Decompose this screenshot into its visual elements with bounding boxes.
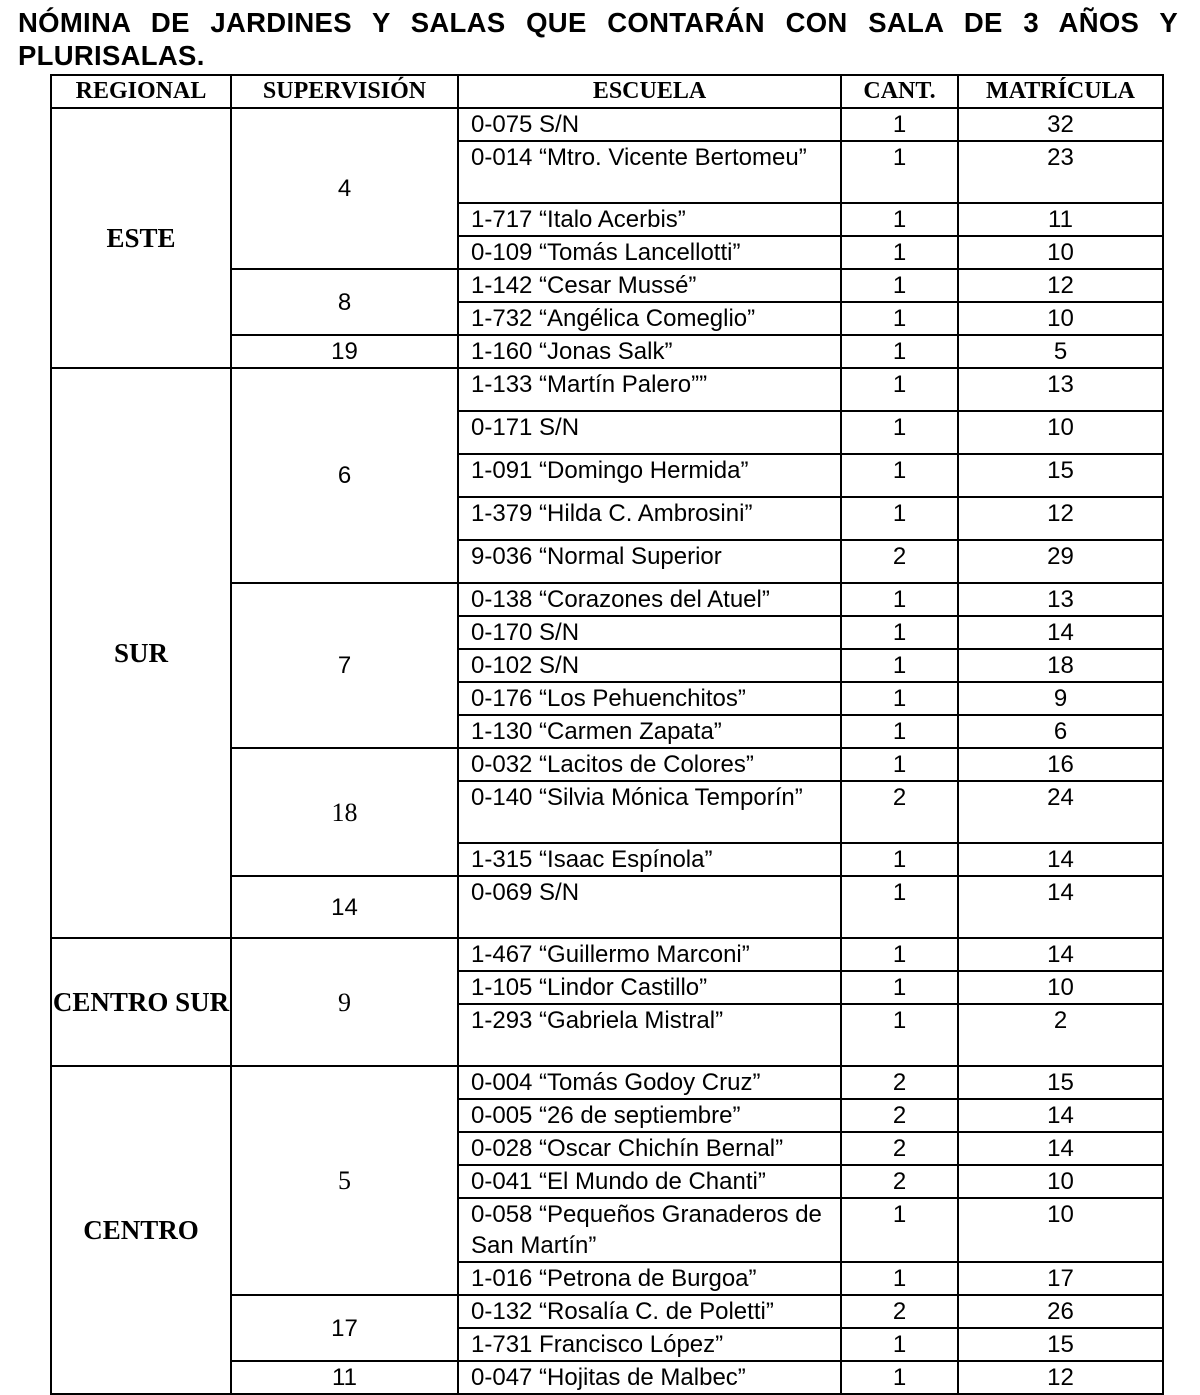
- cant-cell: 2: [841, 540, 958, 583]
- matricula-cell: 13: [958, 368, 1163, 411]
- header-cant: CANT.: [841, 75, 958, 108]
- supervision-cell: 11: [231, 1361, 458, 1394]
- matricula-cell: 23: [958, 141, 1163, 203]
- cant-cell: 1: [841, 368, 958, 411]
- escuela-cell: 1-717 “Italo Acerbis”: [458, 203, 841, 236]
- escuela-cell: 1-133 “Martín Palero””: [458, 368, 841, 411]
- cant-cell: 2: [841, 1165, 958, 1198]
- cant-cell: 1: [841, 411, 958, 454]
- cant-cell: 1: [841, 335, 958, 368]
- supervision-cell: 6: [231, 368, 458, 583]
- escuela-cell: 1-732 “Angélica Comeglio”: [458, 302, 841, 335]
- supervision-cell: 7: [231, 583, 458, 748]
- cant-cell: 1: [841, 1004, 958, 1066]
- matricula-cell: 16: [958, 748, 1163, 781]
- regional-cell: ESTE: [51, 108, 231, 368]
- cant-cell: 1: [841, 1328, 958, 1361]
- matricula-cell: 10: [958, 411, 1163, 454]
- escuela-cell: 1-467 “Guillermo Marconi”: [458, 938, 841, 971]
- regional-cell: CENTRO SUR: [51, 938, 231, 1066]
- table-row: [51, 1066, 1163, 1099]
- matricula-cell: 14: [958, 1099, 1163, 1132]
- cant-cell: 1: [841, 236, 958, 269]
- title-line-1: NÓMINA DE JARDINES Y SALAS QUE CONTARÁN CON SALA DE 3 AÑOS Y: [18, 7, 1178, 38]
- escuela-cell: 1-130 “Carmen Zapata”: [458, 715, 841, 748]
- cant-cell: 1: [841, 748, 958, 781]
- cant-cell: 1: [841, 203, 958, 236]
- cant-cell: 1: [841, 302, 958, 335]
- supervision-cell: 19: [231, 335, 458, 368]
- supervision-cell: 17: [231, 1295, 458, 1361]
- regional-cell: CENTRO: [51, 1066, 231, 1394]
- cant-cell: 1: [841, 497, 958, 540]
- matricula-cell: 10: [958, 302, 1163, 335]
- cant-cell: 1: [841, 876, 958, 938]
- table-row: [51, 368, 1163, 411]
- matricula-cell: 18: [958, 649, 1163, 682]
- matricula-cell: 9: [958, 682, 1163, 715]
- matricula-cell: 5: [958, 335, 1163, 368]
- escuela-cell: 0-138 “Corazones del Atuel”: [458, 583, 841, 616]
- escuela-cell: 0-041 “El Mundo de Chanti”: [458, 1165, 841, 1198]
- matricula-cell: 15: [958, 1328, 1163, 1361]
- escuela-cell: 0-132 “Rosalía C. de Poletti”: [458, 1295, 841, 1328]
- cant-cell: 1: [841, 938, 958, 971]
- cant-cell: 2: [841, 1099, 958, 1132]
- escuela-cell: 0-047 “Hojitas de Malbec”: [458, 1361, 841, 1394]
- cant-cell: 1: [841, 682, 958, 715]
- matricula-cell: 15: [958, 1066, 1163, 1099]
- escuela-cell: 1-091 “Domingo Hermida”: [458, 454, 841, 497]
- supervision-cell: 9: [231, 938, 458, 1066]
- title-line-2: PLURISALAS.: [18, 40, 205, 71]
- matricula-cell: 14: [958, 843, 1163, 876]
- matricula-cell: 29: [958, 540, 1163, 583]
- table-row: [51, 938, 1163, 971]
- cant-cell: 2: [841, 1066, 958, 1099]
- cant-cell: 1: [841, 454, 958, 497]
- cant-cell: 1: [841, 1262, 958, 1295]
- matricula-cell: 14: [958, 1132, 1163, 1165]
- escuela-cell: 0-028 “Oscar Chichín Bernal”: [458, 1132, 841, 1165]
- matricula-cell: 15: [958, 454, 1163, 497]
- escuela-cell: 0-109 “Tomás Lancellotti”: [458, 236, 841, 269]
- matricula-cell: 10: [958, 971, 1163, 1004]
- escuela-cell: 0-170 S/N: [458, 616, 841, 649]
- escuela-cell: 1-016 “Petrona de Burgoa”: [458, 1262, 841, 1295]
- escuela-cell: 0-032 “Lacitos de Colores”: [458, 748, 841, 781]
- cant-cell: 1: [841, 583, 958, 616]
- escuela-cell: 1-315 “Isaac Espínola”: [458, 843, 841, 876]
- header-supervision: SUPERVISIÓN: [231, 75, 458, 108]
- matricula-cell: 10: [958, 236, 1163, 269]
- matricula-cell: 32: [958, 108, 1163, 141]
- matricula-cell: 17: [958, 1262, 1163, 1295]
- cant-cell: 1: [841, 108, 958, 141]
- escuela-cell: 1-731 Francisco López”: [458, 1328, 841, 1361]
- matricula-cell: 13: [958, 583, 1163, 616]
- matricula-cell: 12: [958, 1361, 1163, 1394]
- matricula-cell: 10: [958, 1165, 1163, 1198]
- escuela-cell: 0-102 S/N: [458, 649, 841, 682]
- cant-cell: 1: [841, 141, 958, 203]
- matricula-cell: 2: [958, 1004, 1163, 1066]
- schools-table: [50, 74, 1164, 1395]
- escuela-cell: 1-160 “Jonas Salk”: [458, 335, 841, 368]
- escuela-cell: 0-176 “Los Pehuenchitos”: [458, 682, 841, 715]
- escuela-cell: 1-379 “Hilda C. Ambrosini”: [458, 497, 841, 540]
- supervision-cell: 8: [231, 269, 458, 335]
- escuela-cell: 9-036 “Normal Superior: [458, 540, 841, 583]
- matricula-cell: 14: [958, 876, 1163, 938]
- cant-cell: 1: [841, 1198, 958, 1262]
- supervision-cell: 4: [231, 108, 458, 269]
- cant-cell: 2: [841, 1132, 958, 1165]
- escuela-cell: 0-004 “Tomás Godoy Cruz”: [458, 1066, 841, 1099]
- table-header: [51, 75, 1163, 108]
- matricula-cell: 10: [958, 1198, 1163, 1262]
- escuela-cell: 0-069 S/N: [458, 876, 841, 938]
- cant-cell: 1: [841, 971, 958, 1004]
- escuela-cell: 0-005 “26 de septiembre”: [458, 1099, 841, 1132]
- matricula-cell: 6: [958, 715, 1163, 748]
- supervision-cell: 18: [231, 748, 458, 876]
- escuela-cell: 0-075 S/N: [458, 108, 841, 141]
- cant-cell: 1: [841, 649, 958, 682]
- escuela-cell: 0-014 “Mtro. Vicente Bertomeu”: [458, 141, 841, 203]
- cant-cell: 1: [841, 843, 958, 876]
- header-escuela: ESCUELA: [458, 75, 841, 108]
- matricula-cell: 11: [958, 203, 1163, 236]
- matricula-cell: 26: [958, 1295, 1163, 1328]
- supervision-cell: 5: [231, 1066, 458, 1295]
- header-row: [51, 75, 1163, 108]
- header-regional: REGIONAL: [51, 75, 231, 108]
- table-row: [51, 108, 1163, 141]
- escuela-cell: 0-140 “Silvia Mónica Temporín”: [458, 781, 841, 843]
- cant-cell: 1: [841, 616, 958, 649]
- document-title: [18, 6, 1178, 72]
- matricula-cell: 24: [958, 781, 1163, 843]
- table-body: [51, 108, 1163, 1394]
- escuela-cell: 1-293 “Gabriela Mistral”: [458, 1004, 841, 1066]
- cant-cell: 1: [841, 715, 958, 748]
- cant-cell: 2: [841, 1295, 958, 1328]
- escuela-cell: 0-171 S/N: [458, 411, 841, 454]
- cant-cell: 2: [841, 781, 958, 843]
- matricula-cell: 12: [958, 269, 1163, 302]
- escuela-cell: 1-142 “Cesar Mussé”: [458, 269, 841, 302]
- regional-cell: SUR: [51, 368, 231, 938]
- header-matricula: MATRÍCULA: [958, 75, 1163, 108]
- cant-cell: 1: [841, 1361, 958, 1394]
- matricula-cell: 14: [958, 938, 1163, 971]
- matricula-cell: 12: [958, 497, 1163, 540]
- cant-cell: 1: [841, 269, 958, 302]
- supervision-cell: 14: [231, 876, 458, 938]
- escuela-cell: 0-058 “Pequeños Granaderos de San Martín”: [458, 1198, 841, 1262]
- matricula-cell: 14: [958, 616, 1163, 649]
- escuela-cell: 1-105 “Lindor Castillo”: [458, 971, 841, 1004]
